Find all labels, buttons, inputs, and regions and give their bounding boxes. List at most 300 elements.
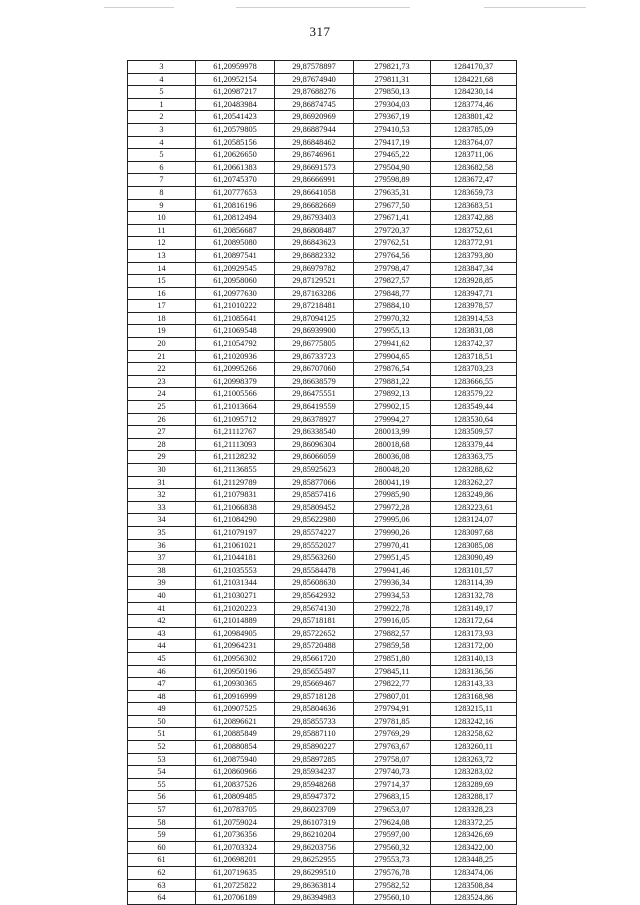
x-coordinate-cell: 279811,31: [354, 73, 431, 86]
point-number-cell: 34: [128, 514, 196, 527]
y-coordinate-cell: 1283785,09: [431, 123, 517, 136]
y-coordinate-cell: 1283683,51: [431, 199, 517, 212]
x-coordinate-cell: 279560,32: [354, 841, 431, 854]
x-coordinate-cell: 279821,73: [354, 61, 431, 74]
point-number-cell: 18: [128, 312, 196, 325]
y-coordinate-cell: 1283172,00: [431, 640, 517, 653]
table-row: [128, 86, 517, 99]
longitude-cell: 29,86066059: [275, 451, 354, 464]
x-coordinate-cell: 279827,57: [354, 275, 431, 288]
longitude-cell: 29,86210204: [275, 829, 354, 842]
latitude-cell: 61,21044181: [196, 552, 275, 565]
x-coordinate-cell: 279671,41: [354, 212, 431, 225]
latitude-cell: 61,20995266: [196, 363, 275, 376]
longitude-cell: 29,85574227: [275, 526, 354, 539]
longitude-cell: 29,85887110: [275, 728, 354, 741]
latitude-cell: 61,20977630: [196, 287, 275, 300]
latitude-cell: 61,21030271: [196, 589, 275, 602]
latitude-cell: 61,21113093: [196, 438, 275, 451]
longitude-cell: 29,85925623: [275, 464, 354, 477]
x-coordinate-cell: 279714,37: [354, 778, 431, 791]
longitude-cell: 29,85552027: [275, 539, 354, 552]
longitude-cell: 29,86107319: [275, 816, 354, 829]
point-number-cell: 59: [128, 829, 196, 842]
page-number: 317: [309, 24, 331, 39]
table-row: [128, 438, 517, 451]
x-coordinate-cell: 279995,06: [354, 514, 431, 527]
latitude-cell: 61,21066838: [196, 501, 275, 514]
latitude-cell: 61,21031344: [196, 577, 275, 590]
x-coordinate-cell: 279970,41: [354, 539, 431, 552]
point-number-cell: 57: [128, 804, 196, 817]
y-coordinate-cell: 1283372,25: [431, 816, 517, 829]
y-coordinate-cell: 1283682,58: [431, 161, 517, 174]
latitude-cell: 61,20897541: [196, 249, 275, 262]
point-number-cell: 26: [128, 413, 196, 426]
table-row: [128, 388, 517, 401]
point-number-cell: 1: [128, 98, 196, 111]
point-number-cell: 6: [128, 161, 196, 174]
x-coordinate-cell: 279970,32: [354, 312, 431, 325]
y-coordinate-cell: 1283172,64: [431, 615, 517, 628]
point-number-cell: 37: [128, 552, 196, 565]
x-coordinate-cell: 279740,73: [354, 766, 431, 779]
point-number-cell: 41: [128, 602, 196, 615]
point-number-cell: 15: [128, 275, 196, 288]
table-row: [128, 715, 517, 728]
point-number-cell: 60: [128, 841, 196, 854]
point-number-cell: 48: [128, 690, 196, 703]
longitude-cell: 29,85809452: [275, 501, 354, 514]
table-row: [128, 829, 517, 842]
point-number-cell: 61: [128, 854, 196, 867]
latitude-cell: 61,20959978: [196, 61, 275, 74]
y-coordinate-cell: 1283288,62: [431, 464, 517, 477]
longitude-cell: 29,86299510: [275, 867, 354, 880]
point-number-cell: 50: [128, 715, 196, 728]
latitude-cell: 61,20585156: [196, 136, 275, 149]
table-row: [128, 489, 517, 502]
y-coordinate-cell: 1283718,51: [431, 350, 517, 363]
table-row: [128, 275, 517, 288]
y-coordinate-cell: 1283474,06: [431, 867, 517, 880]
table-row: [128, 224, 517, 237]
longitude-cell: 29,85718128: [275, 690, 354, 703]
point-number-cell: 62: [128, 867, 196, 880]
point-number-cell: 43: [128, 627, 196, 640]
table-row: [128, 451, 517, 464]
table-row: [128, 539, 517, 552]
x-coordinate-cell: 279881,22: [354, 375, 431, 388]
point-number-cell: 40: [128, 589, 196, 602]
longitude-cell: 29,86843623: [275, 237, 354, 250]
point-number-cell: 3: [128, 123, 196, 136]
latitude-cell: 61,21020223: [196, 602, 275, 615]
longitude-cell: 29,86338540: [275, 426, 354, 439]
table-row: [128, 186, 517, 199]
x-coordinate-cell: 279848,77: [354, 287, 431, 300]
table-row: [128, 199, 517, 212]
table-row: [128, 426, 517, 439]
y-coordinate-cell: 1283801,42: [431, 111, 517, 124]
latitude-cell: 61,20930365: [196, 678, 275, 691]
table-row: [128, 703, 517, 716]
latitude-cell: 61,20875940: [196, 753, 275, 766]
y-coordinate-cell: 1283101,57: [431, 564, 517, 577]
y-coordinate-cell: 1283947,71: [431, 287, 517, 300]
longitude-cell: 29,85857416: [275, 489, 354, 502]
table-row: [128, 476, 517, 489]
x-coordinate-cell: 279635,31: [354, 186, 431, 199]
latitude-cell: 61,21054792: [196, 338, 275, 351]
table-row: [128, 526, 517, 539]
table-row: [128, 61, 517, 74]
x-coordinate-cell: 280013,99: [354, 426, 431, 439]
top-rule-left: [104, 7, 174, 8]
longitude-cell: 29,85934237: [275, 766, 354, 779]
y-coordinate-cell: 1283703,23: [431, 363, 517, 376]
longitude-cell: 29,87163286: [275, 287, 354, 300]
point-number-cell: 4: [128, 136, 196, 149]
x-coordinate-cell: 280041,19: [354, 476, 431, 489]
table-row: [128, 237, 517, 250]
table-row: [128, 728, 517, 741]
point-number-cell: 11: [128, 224, 196, 237]
point-number-cell: 29: [128, 451, 196, 464]
y-coordinate-cell: 1283831,08: [431, 325, 517, 338]
longitude-cell: 29,85890227: [275, 741, 354, 754]
point-number-cell: 3: [128, 61, 196, 74]
table-row: [128, 589, 517, 602]
y-coordinate-cell: 1283524,86: [431, 892, 517, 905]
latitude-cell: 61,20783705: [196, 804, 275, 817]
longitude-cell: 29,85947372: [275, 791, 354, 804]
point-number-cell: 64: [128, 892, 196, 905]
longitude-cell: 29,86874745: [275, 98, 354, 111]
longitude-cell: 29,86682669: [275, 199, 354, 212]
table-row: [128, 665, 517, 678]
point-number-cell: 30: [128, 464, 196, 477]
x-coordinate-cell: 279807,01: [354, 690, 431, 703]
x-coordinate-cell: 279822,77: [354, 678, 431, 691]
y-coordinate-cell: 1283249,86: [431, 489, 517, 502]
y-coordinate-cell: 1283124,07: [431, 514, 517, 527]
y-coordinate-cell: 1283260,11: [431, 741, 517, 754]
x-coordinate-cell: 279417,19: [354, 136, 431, 149]
table-row: [128, 841, 517, 854]
latitude-cell: 61,21005566: [196, 388, 275, 401]
longitude-cell: 29,86920969: [275, 111, 354, 124]
x-coordinate-cell: 279941,62: [354, 338, 431, 351]
table-row: [128, 501, 517, 514]
y-coordinate-cell: 1283263,72: [431, 753, 517, 766]
point-number-cell: 54: [128, 766, 196, 779]
y-coordinate-cell: 1283928,85: [431, 275, 517, 288]
table-row: [128, 338, 517, 351]
y-coordinate-cell: 1283242,16: [431, 715, 517, 728]
x-coordinate-cell: 279794,91: [354, 703, 431, 716]
table-row: [128, 262, 517, 275]
y-coordinate-cell: 1284221,68: [431, 73, 517, 86]
x-coordinate-cell: 279951,45: [354, 552, 431, 565]
x-coordinate-cell: 279934,53: [354, 589, 431, 602]
latitude-cell: 61,20860966: [196, 766, 275, 779]
longitude-cell: 29,86707060: [275, 363, 354, 376]
table-row: [128, 312, 517, 325]
x-coordinate-cell: 279941,46: [354, 564, 431, 577]
table-row: [128, 363, 517, 376]
x-coordinate-cell: 279990,26: [354, 526, 431, 539]
y-coordinate-cell: 1283114,39: [431, 577, 517, 590]
latitude-cell: 61,20880854: [196, 741, 275, 754]
point-number-cell: 53: [128, 753, 196, 766]
x-coordinate-cell: 279764,56: [354, 249, 431, 262]
latitude-cell: 61,21085641: [196, 312, 275, 325]
latitude-cell: 61,20958060: [196, 275, 275, 288]
point-number-cell: 44: [128, 640, 196, 653]
point-number-cell: 51: [128, 728, 196, 741]
point-number-cell: 39: [128, 577, 196, 590]
top-rule-right: [484, 7, 586, 8]
latitude-cell: 61,21061021: [196, 539, 275, 552]
longitude-cell: 29,87218481: [275, 300, 354, 313]
longitude-cell: 29,86641058: [275, 186, 354, 199]
latitude-cell: 61,20698201: [196, 854, 275, 867]
longitude-cell: 29,86939900: [275, 325, 354, 338]
latitude-cell: 61,21035553: [196, 564, 275, 577]
table-row: [128, 791, 517, 804]
x-coordinate-cell: 279769,29: [354, 728, 431, 741]
longitude-cell: 29,85722652: [275, 627, 354, 640]
latitude-cell: 61,21069548: [196, 325, 275, 338]
latitude-cell: 61,21136855: [196, 464, 275, 477]
table-row: [128, 753, 517, 766]
latitude-cell: 61,20661383: [196, 161, 275, 174]
longitude-cell: 29,87578897: [275, 61, 354, 74]
latitude-cell: 61,20745370: [196, 174, 275, 187]
x-coordinate-cell: 279410,53: [354, 123, 431, 136]
table-row: [128, 161, 517, 174]
latitude-cell: 61,21129789: [196, 476, 275, 489]
longitude-cell: 29,86394983: [275, 892, 354, 905]
longitude-cell: 29,85804636: [275, 703, 354, 716]
longitude-cell: 29,87674940: [275, 73, 354, 86]
table-row: [128, 552, 517, 565]
point-number-cell: 20: [128, 338, 196, 351]
x-coordinate-cell: 279972,28: [354, 501, 431, 514]
table-row: [128, 375, 517, 388]
x-coordinate-cell: 279598,89: [354, 174, 431, 187]
latitude-cell: 61,21079831: [196, 489, 275, 502]
point-number-cell: 58: [128, 816, 196, 829]
latitude-cell: 61,21010222: [196, 300, 275, 313]
point-number-cell: 16: [128, 287, 196, 300]
latitude-cell: 61,20895080: [196, 237, 275, 250]
x-coordinate-cell: 279850,13: [354, 86, 431, 99]
y-coordinate-cell: 1283508,84: [431, 879, 517, 892]
latitude-cell: 61,21128232: [196, 451, 275, 464]
y-coordinate-cell: 1283097,68: [431, 526, 517, 539]
longitude-cell: 29,86096304: [275, 438, 354, 451]
table-row: [128, 804, 517, 817]
y-coordinate-cell: 1283223,61: [431, 501, 517, 514]
y-coordinate-cell: 1283132,78: [431, 589, 517, 602]
table-row: [128, 149, 517, 162]
latitude-cell: 61,20964231: [196, 640, 275, 653]
x-coordinate-cell: 279367,19: [354, 111, 431, 124]
table-row: [128, 325, 517, 338]
x-coordinate-cell: 280036,08: [354, 451, 431, 464]
table-row: [128, 401, 517, 414]
y-coordinate-cell: 1283262,27: [431, 476, 517, 489]
point-number-cell: 7: [128, 174, 196, 187]
latitude-cell: 61,20907525: [196, 703, 275, 716]
y-coordinate-cell: 1283288,17: [431, 791, 517, 804]
y-coordinate-cell: 1283659,73: [431, 186, 517, 199]
y-coordinate-cell: 1283579,22: [431, 388, 517, 401]
point-number-cell: 8: [128, 186, 196, 199]
point-number-cell: 13: [128, 249, 196, 262]
x-coordinate-cell: 279624,08: [354, 816, 431, 829]
x-coordinate-cell: 279597,00: [354, 829, 431, 842]
y-coordinate-cell: 1283672,47: [431, 174, 517, 187]
latitude-cell: 61,20952154: [196, 73, 275, 86]
table-row: [128, 879, 517, 892]
x-coordinate-cell: 279763,67: [354, 741, 431, 754]
latitude-cell: 61,20950196: [196, 665, 275, 678]
x-coordinate-cell: 279882,57: [354, 627, 431, 640]
x-coordinate-cell: 279955,13: [354, 325, 431, 338]
latitude-cell: 61,20719635: [196, 867, 275, 880]
longitude-cell: 29,85608630: [275, 577, 354, 590]
y-coordinate-cell: 1283666,55: [431, 375, 517, 388]
y-coordinate-cell: 1283289,69: [431, 778, 517, 791]
y-coordinate-cell: 1283283,02: [431, 766, 517, 779]
latitude-cell: 61,20777653: [196, 186, 275, 199]
table-row: [128, 678, 517, 691]
y-coordinate-cell: 1283173,93: [431, 627, 517, 640]
point-number-cell: 12: [128, 237, 196, 250]
x-coordinate-cell: 279904,65: [354, 350, 431, 363]
latitude-cell: 61,20837526: [196, 778, 275, 791]
latitude-cell: 61,20929545: [196, 262, 275, 275]
latitude-cell: 61,21020936: [196, 350, 275, 363]
x-coordinate-cell: 279845,11: [354, 665, 431, 678]
table-row: [128, 690, 517, 703]
table-row: [128, 123, 517, 136]
y-coordinate-cell: 1283752,61: [431, 224, 517, 237]
point-number-cell: 5: [128, 86, 196, 99]
y-coordinate-cell: 1283914,53: [431, 312, 517, 325]
latitude-cell: 61,21095712: [196, 413, 275, 426]
latitude-cell: 61,20987217: [196, 86, 275, 99]
longitude-cell: 29,86887944: [275, 123, 354, 136]
longitude-cell: 29,86023709: [275, 804, 354, 817]
y-coordinate-cell: 1283530,64: [431, 413, 517, 426]
table-row: [128, 350, 517, 363]
longitude-cell: 29,85674130: [275, 602, 354, 615]
latitude-cell: 61,21079197: [196, 526, 275, 539]
longitude-cell: 29,85720488: [275, 640, 354, 653]
table-row: [128, 514, 517, 527]
point-number-cell: 9: [128, 199, 196, 212]
longitude-cell: 29,85877066: [275, 476, 354, 489]
latitude-cell: 61,20626650: [196, 149, 275, 162]
point-number-cell: 56: [128, 791, 196, 804]
point-number-cell: 46: [128, 665, 196, 678]
x-coordinate-cell: 279781,85: [354, 715, 431, 728]
x-coordinate-cell: 279465,22: [354, 149, 431, 162]
x-coordinate-cell: 279994,27: [354, 413, 431, 426]
x-coordinate-cell: 279851,80: [354, 652, 431, 665]
x-coordinate-cell: 279653,07: [354, 804, 431, 817]
point-number-cell: 24: [128, 388, 196, 401]
point-number-cell: 14: [128, 262, 196, 275]
latitude-cell: 61,20816196: [196, 199, 275, 212]
latitude-cell: 61,21013664: [196, 401, 275, 414]
longitude-cell: 29,85855733: [275, 715, 354, 728]
y-coordinate-cell: 1283363,75: [431, 451, 517, 464]
point-number-cell: 63: [128, 879, 196, 892]
longitude-cell: 29,85584478: [275, 564, 354, 577]
longitude-cell: 29,86979782: [275, 262, 354, 275]
point-number-cell: 2: [128, 111, 196, 124]
y-coordinate-cell: 1283711,06: [431, 149, 517, 162]
y-coordinate-cell: 1283085,08: [431, 539, 517, 552]
point-number-cell: 31: [128, 476, 196, 489]
x-coordinate-cell: 279553,73: [354, 854, 431, 867]
longitude-cell: 29,85661720: [275, 652, 354, 665]
longitude-cell: 29,86793403: [275, 212, 354, 225]
table-row: [128, 413, 517, 426]
table-row: [128, 615, 517, 628]
table-row: [128, 577, 517, 590]
point-number-cell: 22: [128, 363, 196, 376]
longitude-cell: 29,85669467: [275, 678, 354, 691]
x-coordinate-cell: 279677,50: [354, 199, 431, 212]
y-coordinate-cell: 1283847,34: [431, 262, 517, 275]
y-coordinate-cell: 1283422,00: [431, 841, 517, 854]
x-coordinate-cell: 279876,54: [354, 363, 431, 376]
y-coordinate-cell: 1283136,56: [431, 665, 517, 678]
x-coordinate-cell: 279936,34: [354, 577, 431, 590]
latitude-cell: 61,20706189: [196, 892, 275, 905]
x-coordinate-cell: 279985,90: [354, 489, 431, 502]
x-coordinate-cell: 279798,47: [354, 262, 431, 275]
y-coordinate-cell: 1283328,23: [431, 804, 517, 817]
longitude-cell: 29,86746961: [275, 149, 354, 162]
y-coordinate-cell: 1284170,37: [431, 61, 517, 74]
y-coordinate-cell: 1283549,44: [431, 401, 517, 414]
table-row: [128, 300, 517, 313]
point-number-cell: 38: [128, 564, 196, 577]
longitude-cell: 29,86419559: [275, 401, 354, 414]
point-number-cell: 28: [128, 438, 196, 451]
longitude-cell: 29,86691573: [275, 161, 354, 174]
latitude-cell: 61,21014889: [196, 615, 275, 628]
longitude-cell: 29,86378927: [275, 413, 354, 426]
latitude-cell: 61,20809485: [196, 791, 275, 804]
longitude-cell: 29,85622980: [275, 514, 354, 527]
table-row: [128, 136, 517, 149]
point-number-cell: 36: [128, 539, 196, 552]
latitude-cell: 61,20579805: [196, 123, 275, 136]
y-coordinate-cell: 1283978,57: [431, 300, 517, 313]
longitude-cell: 29,85897285: [275, 753, 354, 766]
table-row: [128, 778, 517, 791]
x-coordinate-cell: 279683,15: [354, 791, 431, 804]
longitude-cell: 29,85642932: [275, 589, 354, 602]
